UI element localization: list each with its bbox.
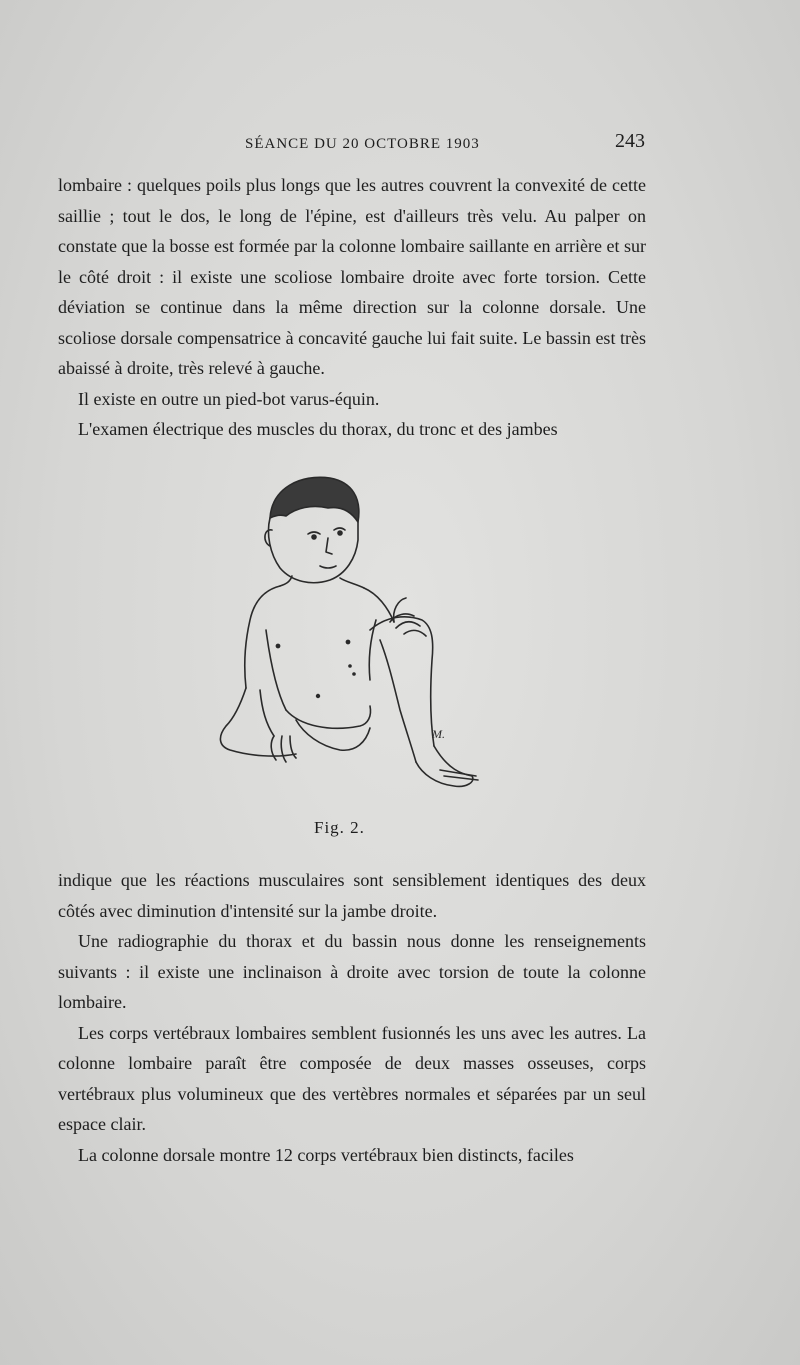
paragraph: Il existe en outre un pied-bot varus-équin.: [78, 388, 380, 409]
text-block-bottom: [58, 865, 646, 1170]
illustrator-signature: M.: [432, 727, 445, 741]
paragraph: indique que les réactions musculaires sont sensiblement identiques des deux côtés avec diminution d'intensité sur la jambe droite.: [58, 870, 646, 921]
running-title: SÉANCE DU 20 OCTOBRE 1903: [245, 136, 480, 152]
paragraph: Une radiographie du thorax et du bassin nous donne les renseignements suivants : il existe une inclinaison à droite avec torsion de toute la colonne lombaire.: [58, 931, 646, 1012]
seated-child-drawing: [200, 470, 500, 810]
paragraph: Les corps vertébraux lombaires semblent fusionnés les uns avec les autres. La colonne lombaire paraît être composée de deux masses osseuses, corps vertébraux plus volumineux que des vertèbres normales et séparées par un seul espace clair.: [58, 1022, 646, 1134]
figure-caption: Fig. 2.: [314, 818, 365, 837]
paragraph: L'examen électrique des muscles du thorax, du tronc et des jambes: [78, 419, 558, 439]
figure-illustration: [200, 470, 500, 810]
text-block-top: [58, 170, 646, 445]
paragraph: lombaire : quelques poils plus longs que les autres couvrent la convexité de cette saillie ; tout le dos, le long de l'épine, est d'ailleurs très velu. Au palper on constate que la bosse est formée par la colonne lombaire saillante en arrière et sur le côté droit : il existe une scoliose lombaire droite avec forte torsion. Cette déviation se continue dans la même direction sur la colonne dorsale. Une scoliose dorsale compensatrice à concavité gauche lui fait suite. Le bassin est très abaissé à droite, très relevé à gauche.: [58, 175, 646, 378]
page-number: 243: [615, 130, 645, 152]
paragraph: La colonne dorsale montre 12 corps vertébraux bien distincts, faciles: [78, 1144, 574, 1165]
page-header: [60, 128, 645, 162]
